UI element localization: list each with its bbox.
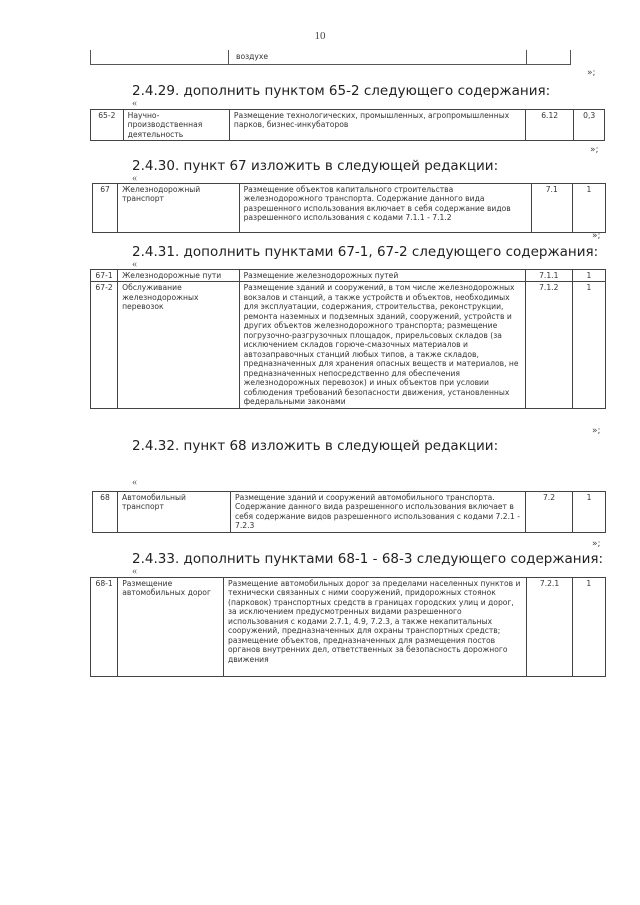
- row-code-value: 6.12: [526, 110, 574, 141]
- row-code: 68-1: [91, 578, 118, 677]
- row-description: Размещение зданий и сооружений, в том числе железнодорожных вокзалов и станций, а также устройств и объектов, необходимых для эксплуатации, содержания, строительства, реконструкции, ремонта наземных и подземных зданий, сооружений, устройств и других объектов железнодорожного транспорта; размещение погрузочно-разгрузочных площадок, прирельсовых складов (за исключением складов горюче-смазочных материалов и автозаправочных станций любых типов, а также складов, предназначенных для хранения опасных веществ и материалов, не предназначенных непосредственно для обеспечения железнодорожных перевозок) и иных объектов при условии соблюдения требований безопасности движения, установленных федеральными законами: [239, 282, 525, 409]
- section-open-quote: «: [132, 98, 137, 109]
- table-row: [91, 578, 606, 677]
- section-close-quote: »;: [592, 539, 601, 549]
- row-code: 65-2: [91, 110, 124, 141]
- section-open-quote: «: [132, 566, 137, 577]
- section-heading: 2.4.31. дополнить пунктами 67-1, 67-2 следующего содержания:: [132, 244, 599, 260]
- row-parameter: 1: [573, 492, 606, 533]
- row-parameter: 1: [572, 270, 605, 282]
- table-row: [91, 270, 606, 282]
- section-heading: 2.4.29. дополнить пунктом 65-2 следующего содержания:: [132, 83, 551, 99]
- row-parameter: 1: [572, 184, 605, 233]
- row-code-value: 7.1.1: [525, 270, 572, 282]
- row-description: Размещение автомобильных дорог за пределами населенных пунктов и технически связанных с ними сооружений, придорожных стоянок (парковок) транспортных средств в границах городских улиц и дорог, за исключением предусмотренных видами разрешенного использования с кодами 2.7.1, 4.9, 7.2.3, а также некапитальных сооружений, предназначенных для охраны транспортных средств; размещение объектов, предназначенных для размещения постов органов внутренних дел, ответственных за безопасность дорожного движения: [224, 578, 527, 677]
- row-code-value: 7.1.2: [525, 282, 572, 409]
- row-name: Автомобильный транспорт: [118, 492, 231, 533]
- row-name: Обслуживание железнодорожных перевозок: [118, 282, 239, 409]
- top-fragment-divider-2: [526, 50, 527, 64]
- row-parameter: 1: [572, 578, 605, 677]
- section-heading: 2.4.32. пункт 68 изложить в следующей редакции:: [132, 438, 499, 454]
- row-code: 67-2: [91, 282, 118, 409]
- section-open-quote: «: [132, 173, 137, 184]
- top-fragment-right-border: [570, 50, 571, 64]
- top-fragment-bottom-border: [90, 64, 571, 65]
- section-table: [92, 491, 606, 533]
- table-row: [93, 492, 606, 533]
- table-row: [91, 110, 605, 141]
- section-heading: 2.4.30. пункт 67 изложить в следующей редакции:: [132, 158, 499, 174]
- row-parameter: 1: [572, 282, 605, 409]
- section-close-quote: »;: [592, 231, 601, 241]
- top-fragment-left-border: [90, 50, 91, 64]
- row-description: Размещение объектов капитального строительства железнодорожного транспорта. Содержание данного вида разрешенного использования включает в себя содержание видов разрешенного использования с кодами 7.1.1 - 7.1.2: [239, 184, 531, 233]
- row-name: Железнодорожные пути: [118, 270, 239, 282]
- row-description: Размещение зданий и сооружений автомобильного транспорта. Содержание данного вида разрешенного использования включает в себя содержание видов разрешенного использования с кодами 7.2.1 - 7.2.3: [231, 492, 526, 533]
- top-fragment-divider: [228, 50, 229, 64]
- row-code-value: 7.2.1: [527, 578, 572, 677]
- section-close-quote: »;: [592, 426, 601, 436]
- section-table: [90, 577, 606, 677]
- section-table: [90, 109, 605, 141]
- section-table: [92, 183, 606, 233]
- row-description: Размещение железнодорожных путей: [239, 270, 525, 282]
- section-close-quote: »;: [587, 68, 596, 78]
- section-table: [90, 269, 606, 409]
- section-heading: 2.4.33. дополнить пунктами 68-1 - 68-3 следующего содержания:: [132, 551, 604, 567]
- page-number: 10: [314, 30, 326, 42]
- section-open-quote: «: [132, 259, 137, 270]
- section-open-quote: «: [132, 477, 137, 488]
- row-name: Размещение автомобильных дорог: [118, 578, 224, 677]
- row-code: 67-1: [91, 270, 118, 282]
- row-code-value: 7.2: [526, 492, 573, 533]
- row-parameter: 0,3: [574, 110, 605, 141]
- section-close-quote: »;: [590, 145, 599, 155]
- table-row: [93, 184, 606, 233]
- table-row: [91, 282, 606, 409]
- row-name: Железнодорожный транспорт: [118, 184, 239, 233]
- row-code: 67: [93, 184, 118, 233]
- row-code: 68: [93, 492, 118, 533]
- row-description: Размещение технологических, промышленных, агропромышленных парков, бизнес-инкубаторов: [229, 110, 525, 141]
- row-name: Научно-производственная деятельность: [123, 110, 229, 141]
- row-code-value: 7.1: [531, 184, 572, 233]
- top-fragment-text: воздухе: [236, 52, 269, 61]
